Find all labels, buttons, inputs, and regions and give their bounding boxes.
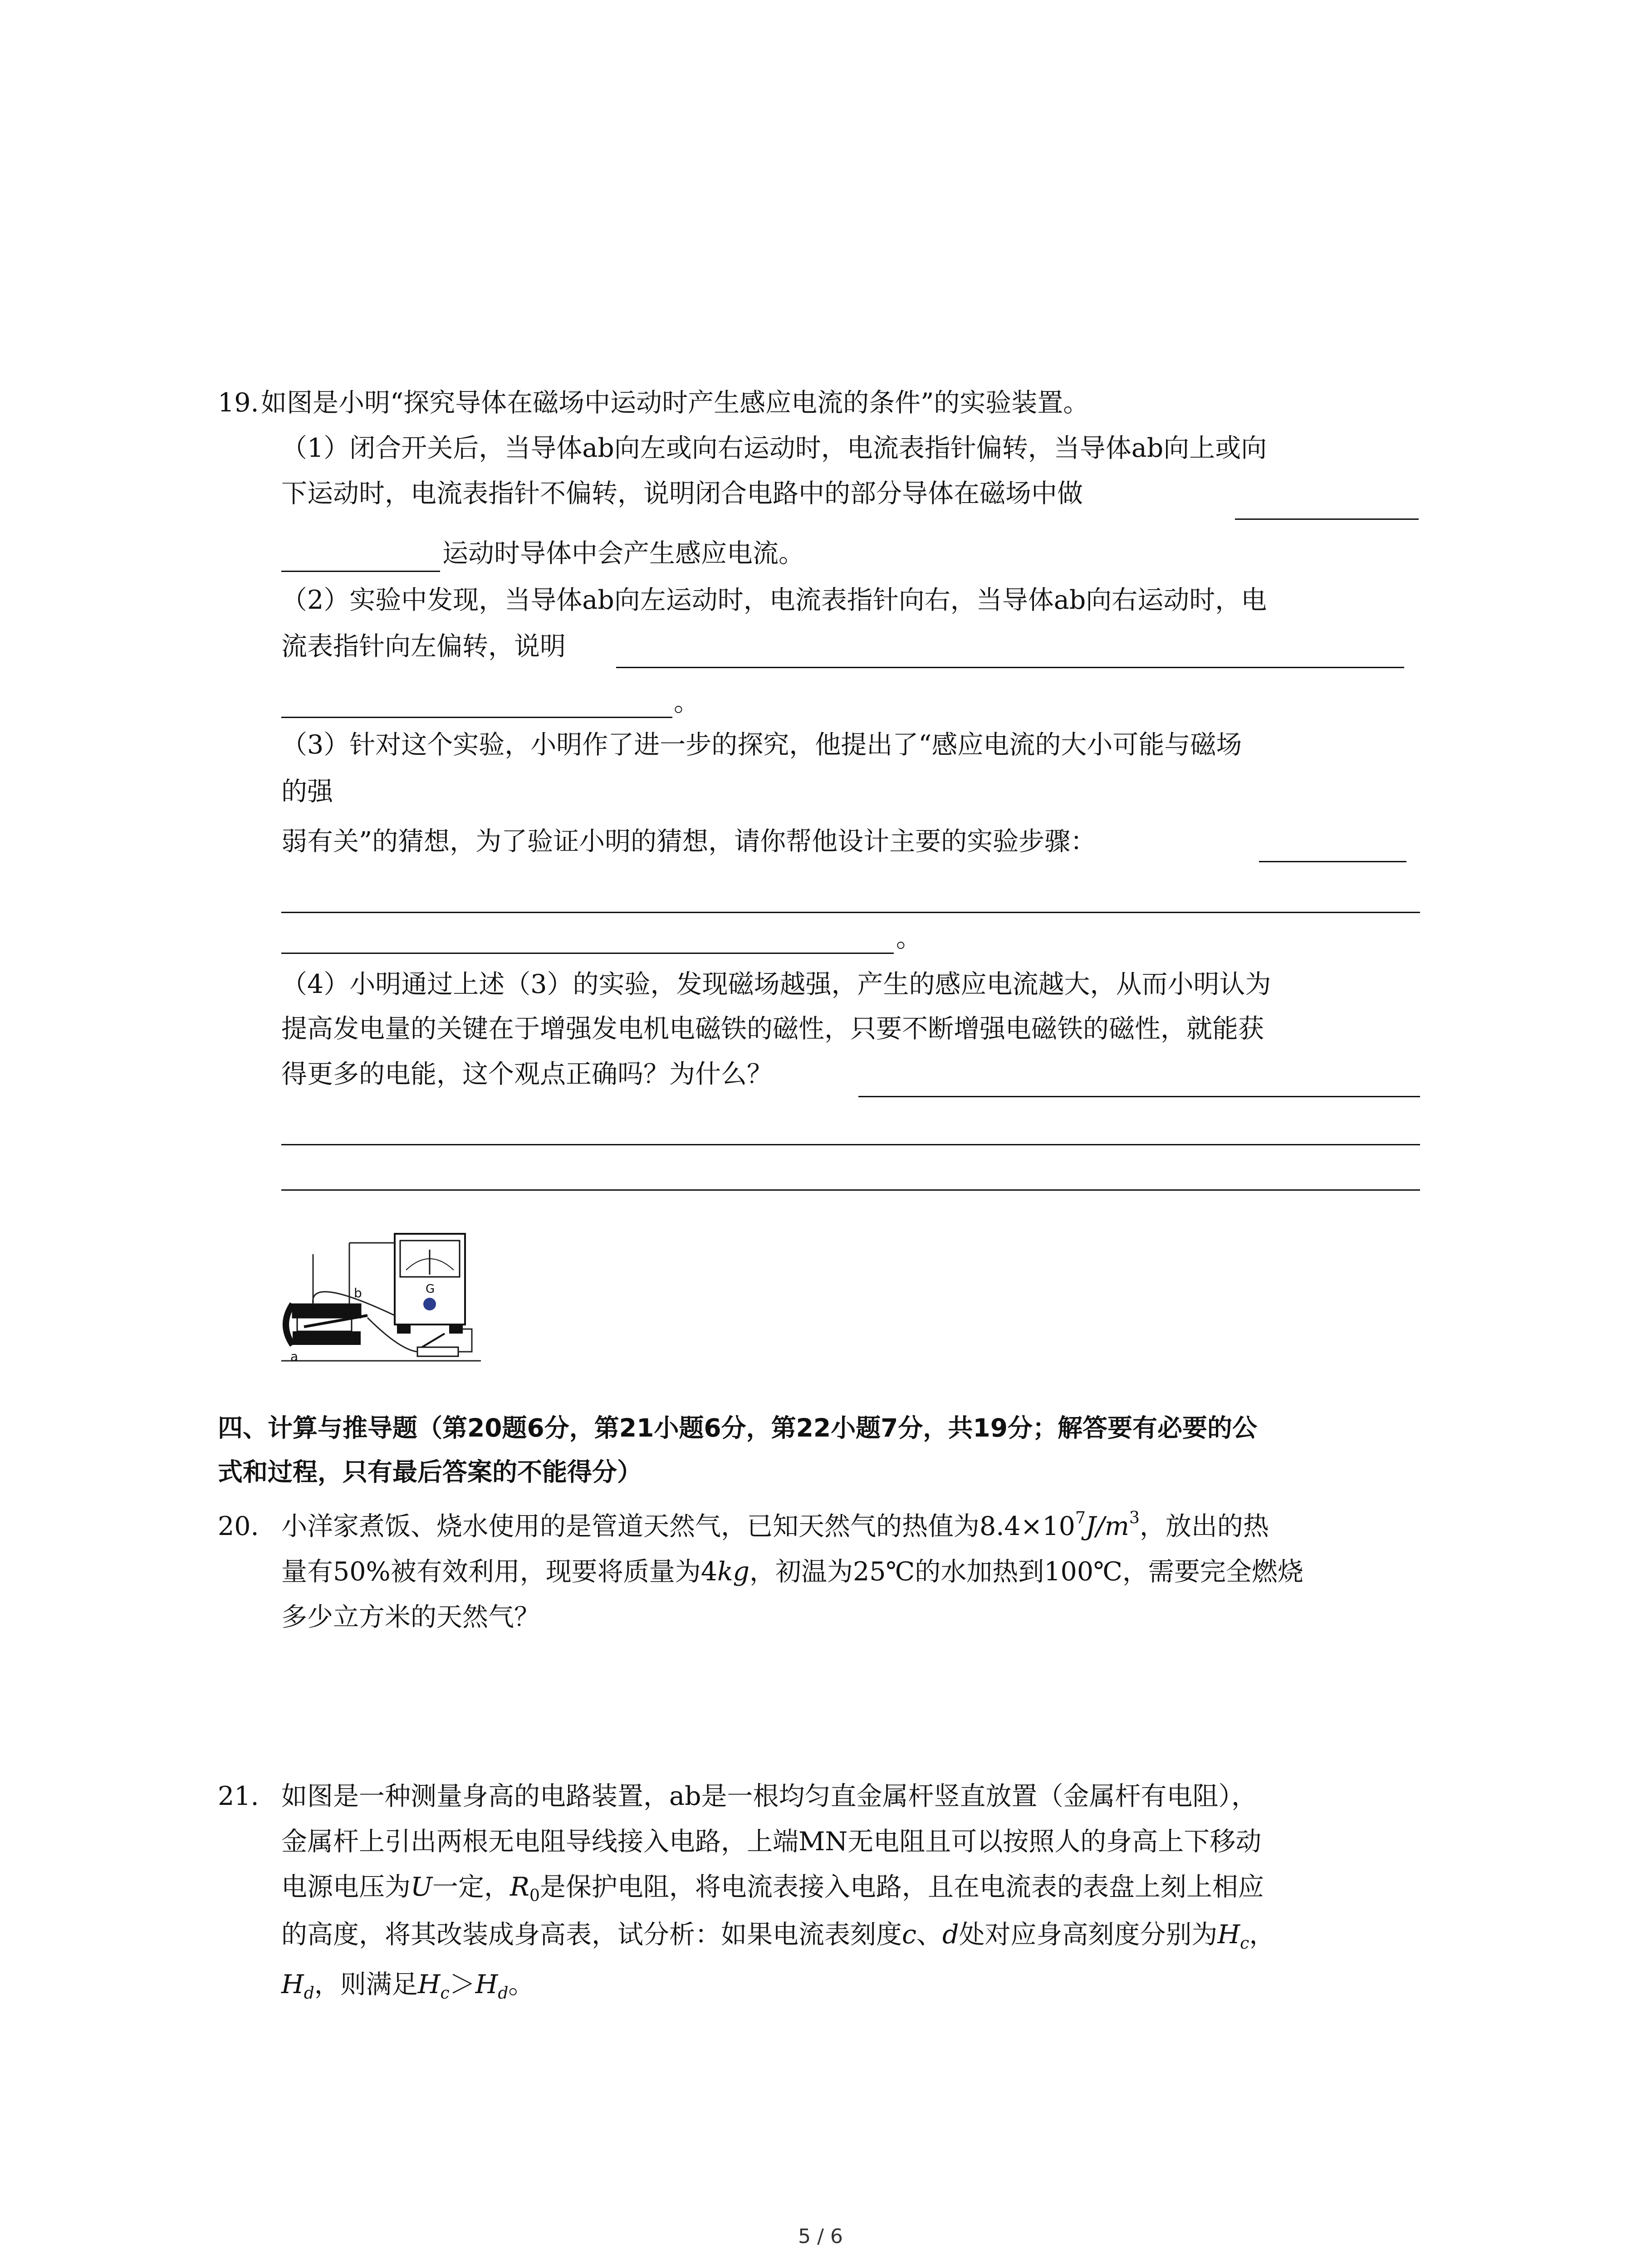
q21-scale-c: c (902, 1920, 916, 1950)
q21-voltage-symbol: U (411, 1872, 433, 1902)
q21-line2: 金属杆上引出两根无电阻导线接入电路，上端MN无电阻且可以按照人的身高上下移动 (281, 1827, 1262, 1857)
q19-part3-line2: 的强 (281, 777, 333, 807)
answer-blank-4c[interactable] (281, 1189, 1420, 1191)
galvanometer-label: G (426, 1282, 435, 1296)
answer-blank-2b[interactable] (281, 717, 672, 718)
question-19-number: 19. (218, 388, 259, 418)
q21-hc-subscript: c (440, 1984, 450, 2003)
q20-line1-text-b: ，放出的热 (1139, 1511, 1269, 1541)
q21-line4 (281, 1916, 1275, 1953)
q21-height-subscript-c: c (1240, 1934, 1249, 1953)
answer-blank-2a[interactable] (616, 667, 1404, 668)
q19-part4-line2: 提高发电量的关键在于增强发电机电磁铁的磁性，只要不断增强电磁铁的磁性，就能获 (281, 1014, 1264, 1044)
q21-hd-symbol: H (281, 1970, 304, 1999)
q20-unit-exponent: 3 (1129, 1509, 1140, 1527)
q19-part2-line2: 流表指针向左偏转，说明 (281, 631, 566, 661)
q21-line1: 如图是一种测量身高的电路装置，ab是一根均匀直金属杆竖直放置（金属杆有电阻）， (281, 1781, 1257, 1811)
section4-heading-line2: 式和过程，只有最后答案的不能得分） (218, 1457, 642, 1486)
q21-hd2-subscript: d (498, 1984, 509, 2003)
q21-line4-text-b: 处对应身高刻度分别为 (959, 1920, 1218, 1950)
q19-part4-line1: （4）小明通过上述（3）的实验，发现磁场越强，产生的感应电流越大，从而小明认为 (281, 969, 1271, 999)
q21-scale-d: d (942, 1920, 959, 1950)
q19-part3-end: 。 (896, 923, 922, 953)
q20-unit: J/m (1085, 1511, 1129, 1541)
q21-hc-symbol: H (417, 1970, 441, 1999)
q21-line5 (281, 1966, 534, 2003)
q20-line2-text-b: ，初温为25℃的水加热到100℃，需要完全燃烧 (749, 1557, 1303, 1587)
answer-blank-3b[interactable] (281, 912, 1420, 913)
section4-heading-line1: 四、计算与推导题（第20题6分，第21小题6分，第22小题7分，共19分；解答要有必要的公 (218, 1413, 1257, 1442)
answer-blank-1a[interactable] (1235, 518, 1419, 520)
q19-part1-line2 (281, 475, 1083, 512)
question-21-number: 21. (218, 1781, 259, 1811)
q21-line3 (281, 1869, 1264, 1905)
answer-blank-1b[interactable] (281, 571, 440, 572)
q21-height-symbol: H (1217, 1920, 1240, 1950)
q19-part2-line1: （2）实验中发现，当导体ab向左运动时，电流表指针向右，当导体ab向右运动时，电 (281, 585, 1267, 615)
label-a: a (290, 1349, 299, 1364)
q20-line3: 多少立方米的天然气？ (281, 1602, 540, 1632)
page-number: 5 / 6 (798, 2225, 843, 2248)
q21-separator: 、 (916, 1920, 942, 1950)
q21-line4-text-a: 的高度，将其改装成身高表，试分析：如果电流表刻度 (281, 1920, 902, 1950)
q21-line3-text-a: 电源电压为 (281, 1872, 411, 1902)
q20-line1-text-a: 小洋家煮饭、烧水使用的是管道天然气，已知天然气的热值为8.4×10 (281, 1511, 1075, 1541)
question-20-number: 20. (218, 1511, 259, 1541)
induction-experiment-figure (281, 1225, 481, 1374)
answer-blank-4b[interactable] (281, 1144, 1420, 1145)
q21-hd2-symbol: H (475, 1970, 498, 1999)
q20-line2 (281, 1554, 1303, 1590)
q20-line1 (281, 1508, 1269, 1545)
answer-blank-3a[interactable] (1259, 861, 1406, 862)
q19-part1-line3: 运动时导体中会产生感应电流。 (442, 538, 804, 568)
q21-line5-text: ，则满足 (314, 1970, 418, 1999)
q20-mass-unit: kg (717, 1557, 749, 1587)
q20-line2-text-a: 量有50%被有效利用，现要将质量为4 (281, 1557, 717, 1587)
q21-hd-subscript: d (304, 1984, 314, 2003)
switch-icon (417, 1334, 458, 1356)
answer-blank-4a[interactable] (858, 1096, 1420, 1097)
q19-part3-line1: （3）针对这个实验，小明作了进一步的探究，他提出了“感应电流的大小可能与磁场 (281, 730, 1242, 760)
q19-part1-line1: （1）闭合开关后，当导体ab向左或向右运动时，电流表指针偏转，当导体ab向上或向 (281, 433, 1267, 463)
q20-exponent: 7 (1075, 1509, 1086, 1527)
q19-part3-line3: 弱有关”的猜想，为了验证小明的猜想，请你帮他设计主要的实验步骤： (281, 826, 1097, 856)
q21-line3-text-b: 一定， (432, 1872, 510, 1902)
label-b: b (354, 1286, 362, 1300)
answer-blank-3c[interactable] (281, 953, 894, 954)
q21-resistor-subscript: 0 (529, 1887, 540, 1905)
q19-part2-end: 。 (674, 687, 700, 717)
q19-part4-line3: 得更多的电能，这个观点正确吗？为什么？ (281, 1059, 773, 1089)
q21-greater-than: ＞ (449, 1970, 475, 1999)
q19-part1-line2-text: 下运动时，电流表指针不偏转，说明闭合电路中的部分导体在磁场中做 (281, 479, 1083, 508)
q21-line5-end: 。 (508, 1970, 534, 1999)
q21-line3-text-c: 是保护电阻，将电流表接入电路，且在电流表的表盘上刻上相应 (539, 1872, 1264, 1902)
q21-resistor-symbol: R (510, 1872, 529, 1902)
question-19-stem: 如图是小明“探究导体在磁场中运动时产生感应电流的条件”的实验装置。 (261, 388, 1089, 418)
galvanometer-icon (395, 1234, 465, 1334)
q21-line4-end: ， (1249, 1920, 1275, 1950)
